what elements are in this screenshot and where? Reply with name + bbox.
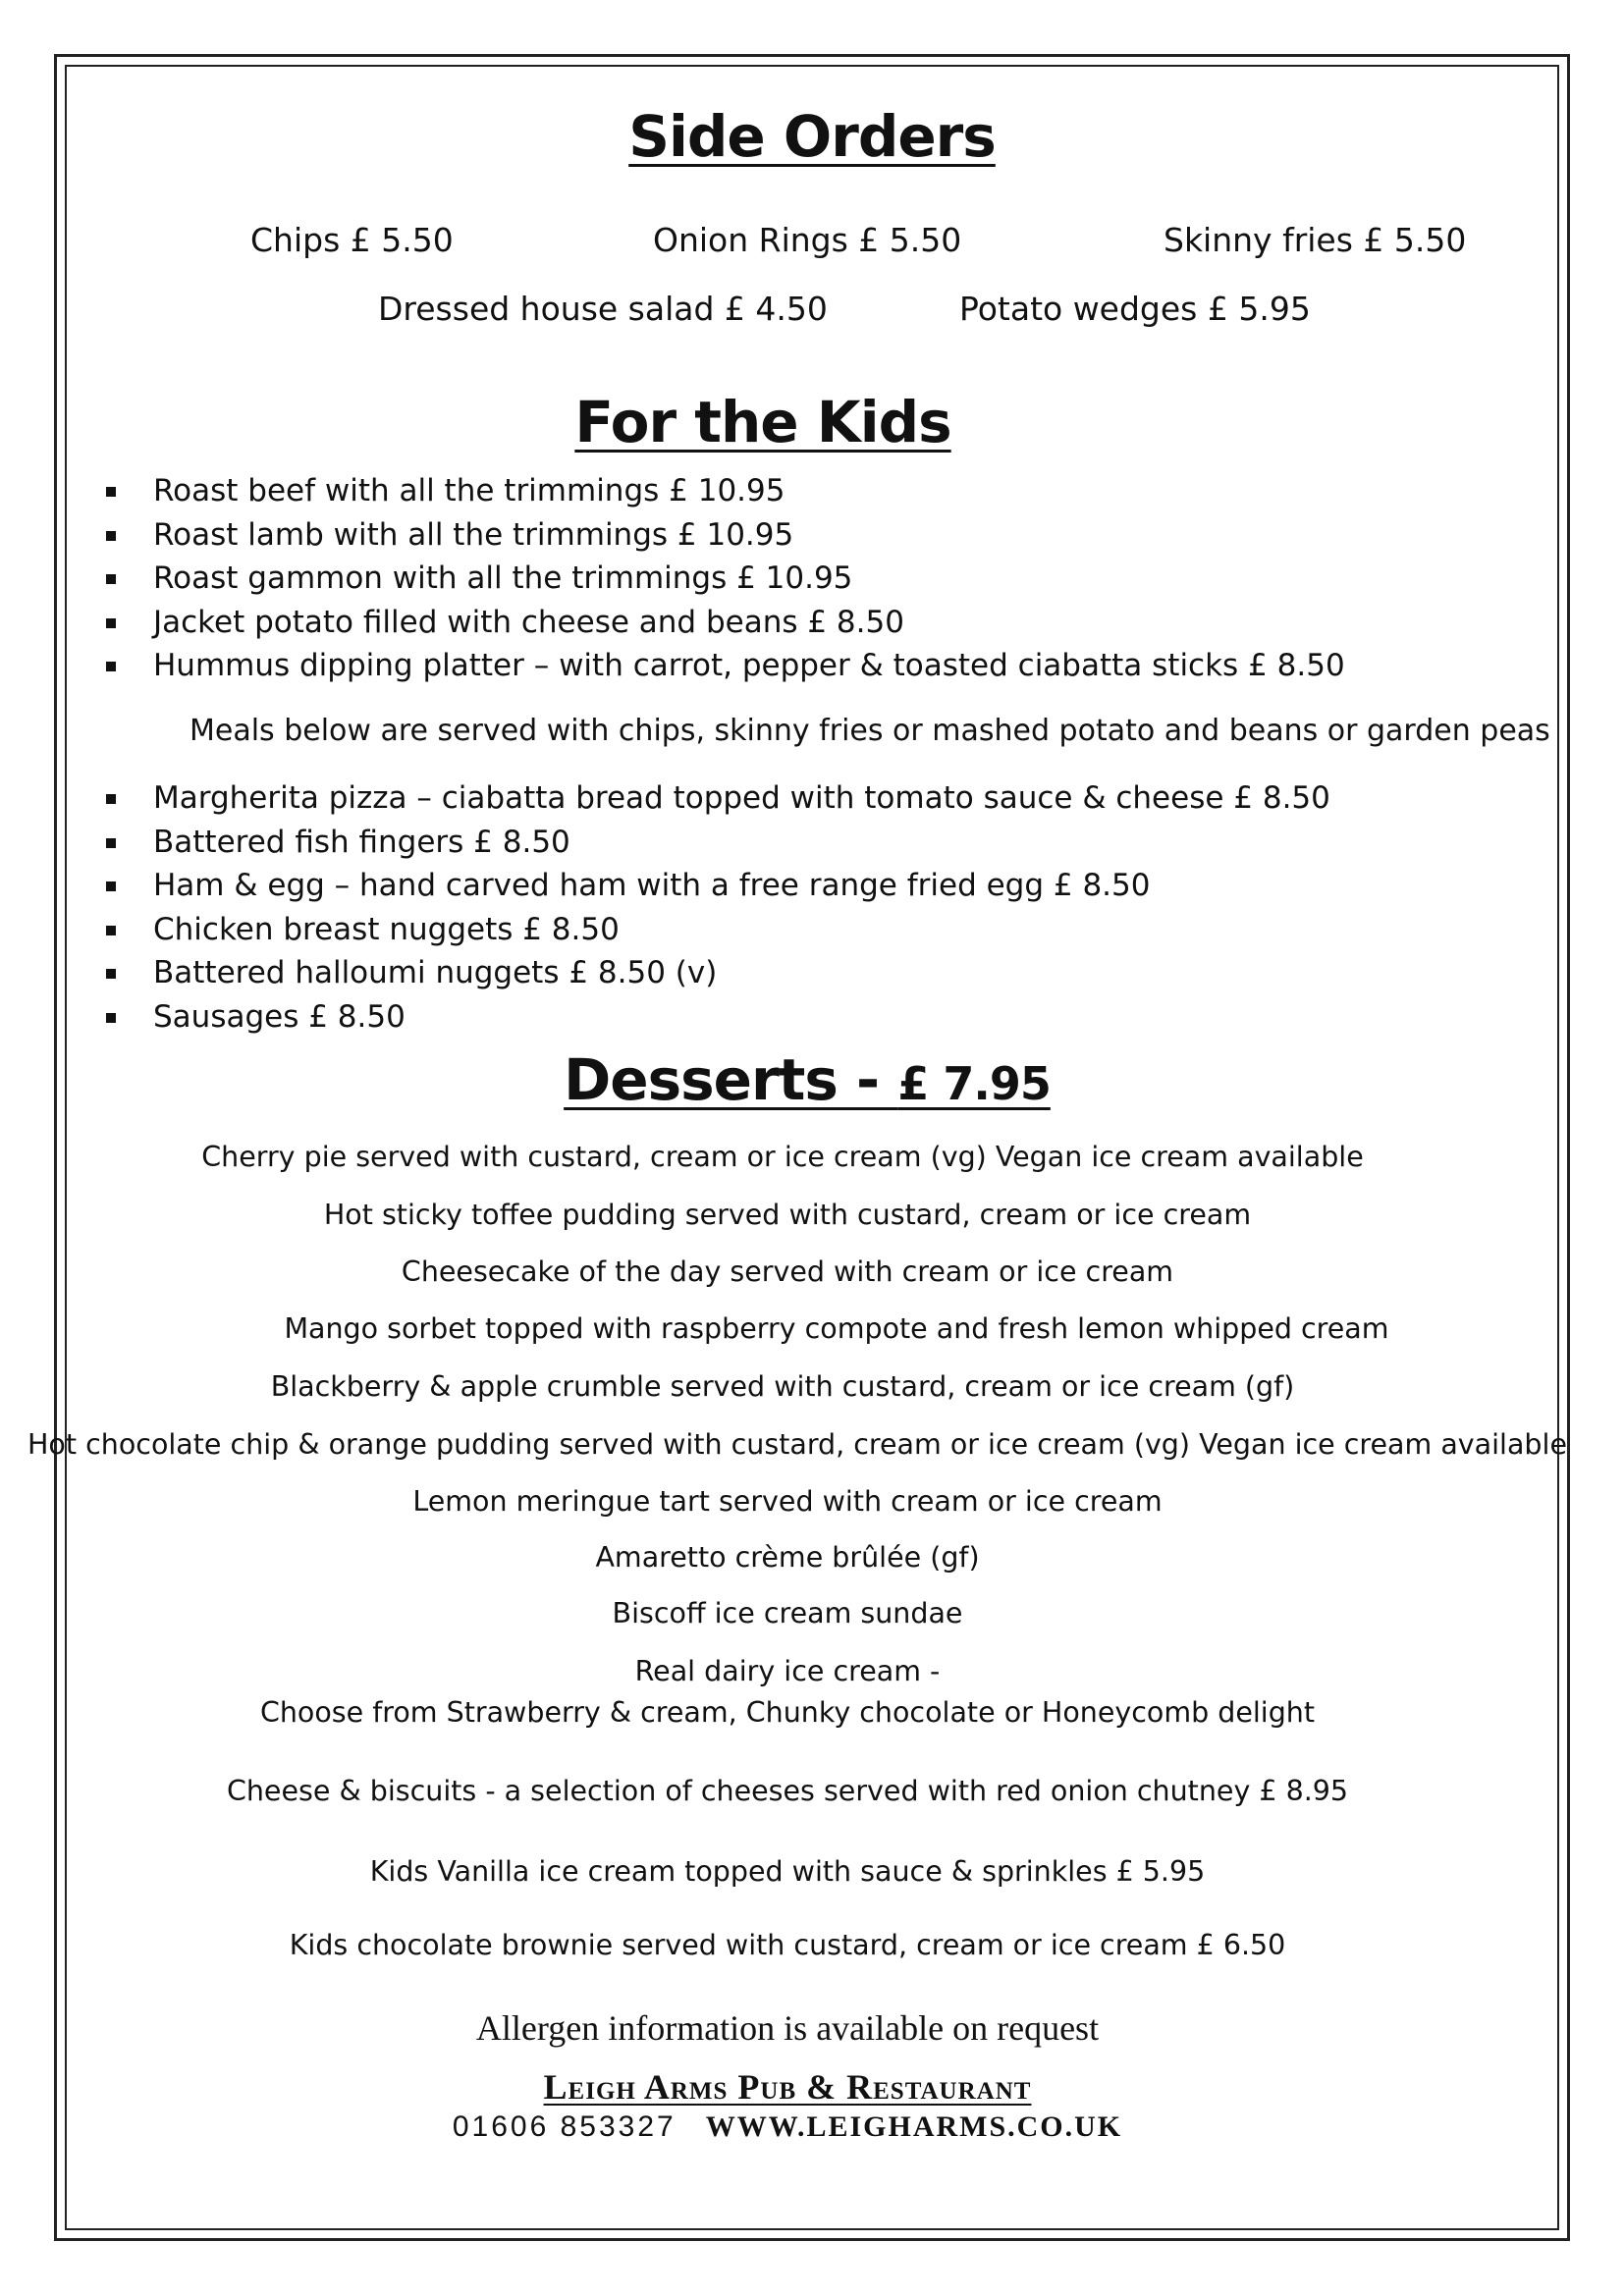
list-item: Battered fish fingers £ 8.50 [98, 821, 1330, 865]
side-item-skinny-fries: Skinny fries £ 5.50 [1164, 221, 1467, 259]
bullet-icon [106, 618, 116, 628]
bullet-icon [106, 838, 116, 848]
restaurant-name: Leigh Arms Pub & Restaurant [543, 2067, 1032, 2107]
bullet-icon [106, 1013, 116, 1023]
dessert-item: Kids Vanilla ice cream topped with sauce & sprinkles £ 5.95 [369, 1855, 1206, 1888]
dessert-item: Kids chocolate brownie served with custard, cream or ice cream £ 6.50 [289, 1929, 1286, 1961]
bullet-icon [106, 969, 116, 979]
dessert-item: Hot sticky toffee pudding served with custard, cream or ice cream [323, 1199, 1252, 1231]
bullet-icon [106, 926, 116, 935]
desserts-heading-row [0, 1046, 1619, 1113]
list-item: Chicken breast nuggets £ 8.50 [98, 908, 1330, 952]
list-item: Hummus dipping platter – with carrot, pepper & toasted ciabatta sticks £ 8.50 [98, 644, 1345, 688]
bullet-icon [106, 662, 116, 671]
bullet-icon [106, 881, 116, 891]
dessert-item: Real dairy ice cream - [634, 1655, 941, 1687]
website-link[interactable]: WWW.LEIGHARMS.CO.UK [705, 2110, 1123, 2143]
bullet-icon [106, 794, 116, 804]
contact-row [0, 2110, 1599, 2144]
side-item-chips: Chips £ 5.50 [250, 221, 454, 259]
kids-meals-list [98, 776, 1330, 1039]
dessert-item: Mango sorbet topped with raspberry compote and fresh lemon whipped cream [284, 1312, 1389, 1345]
desserts-heading: Desserts - [564, 1046, 898, 1113]
list-item: Roast beef with all the trimmings £ 10.95 [98, 469, 1345, 513]
list-item: Roast gammon with all the trimmings £ 10.95 [98, 557, 1345, 601]
list-item: Jacket potato filled with cheese and beans £ 8.50 [98, 601, 1345, 645]
bullet-icon [106, 574, 116, 584]
dessert-item: Cheese & biscuits - a selection of cheeses served with red onion chutney £ 8.95 [226, 1775, 1349, 1807]
dessert-item: Blackberry & apple crumble served with custard, cream or ice cream (gf) [270, 1370, 1295, 1403]
phone-number: 01606 853327 [452, 2110, 677, 2143]
side-item-onion-rings: Onion Rings £ 5.50 [653, 221, 962, 259]
dessert-item: Lemon meringue tart served with cream or ice cream [412, 1485, 1163, 1518]
dessert-item: Biscoff ice cream sundae [612, 1597, 963, 1629]
kids-meals-note: Meals below are served with chips, skinny fries or mashed potato and beans or garden peas [189, 714, 1550, 748]
desserts-price: £ 7.95 [897, 1057, 1051, 1110]
kids-roast-list [98, 469, 1345, 688]
list-item: Sausages £ 8.50 [98, 995, 1330, 1040]
dessert-item: Hot chocolate chip & orange pudding served with custard, cream or ice cream (vg) Vegan ice cream available [27, 1428, 1567, 1461]
dessert-item: Cheesecake of the day served with cream or ice cream [401, 1255, 1174, 1288]
dessert-item: Choose from Strawberry & cream, Chunky chocolate or Honeycomb delight [259, 1696, 1316, 1729]
side-item-potato-wedges: Potato wedges £ 5.95 [959, 290, 1311, 328]
list-item: Roast lamb with all the trimmings £ 10.95 [98, 513, 1345, 558]
bullet-icon [106, 531, 116, 541]
list-item: Margherita pizza – ciabatta bread topped with tomato sauce & cheese £ 8.50 [98, 776, 1330, 821]
dessert-item: Cherry pie served with custard, cream or ice cream (vg) Vegan ice cream available [201, 1141, 1364, 1173]
dessert-item: Amaretto crème brûlée (gf) [595, 1541, 980, 1574]
allergen-notice: Allergen information is available on request [475, 2008, 1100, 2048]
side-orders-heading: Side Orders [628, 103, 996, 170]
bullet-icon [106, 487, 116, 497]
list-item: Battered halloumi nuggets £ 8.50 (v) [98, 951, 1330, 995]
list-item: Ham & egg – hand carved ham with a free range fried egg £ 8.50 [98, 864, 1330, 908]
side-item-house-salad: Dressed house salad £ 4.50 [378, 290, 828, 328]
kids-heading: For the Kids [574, 389, 951, 455]
